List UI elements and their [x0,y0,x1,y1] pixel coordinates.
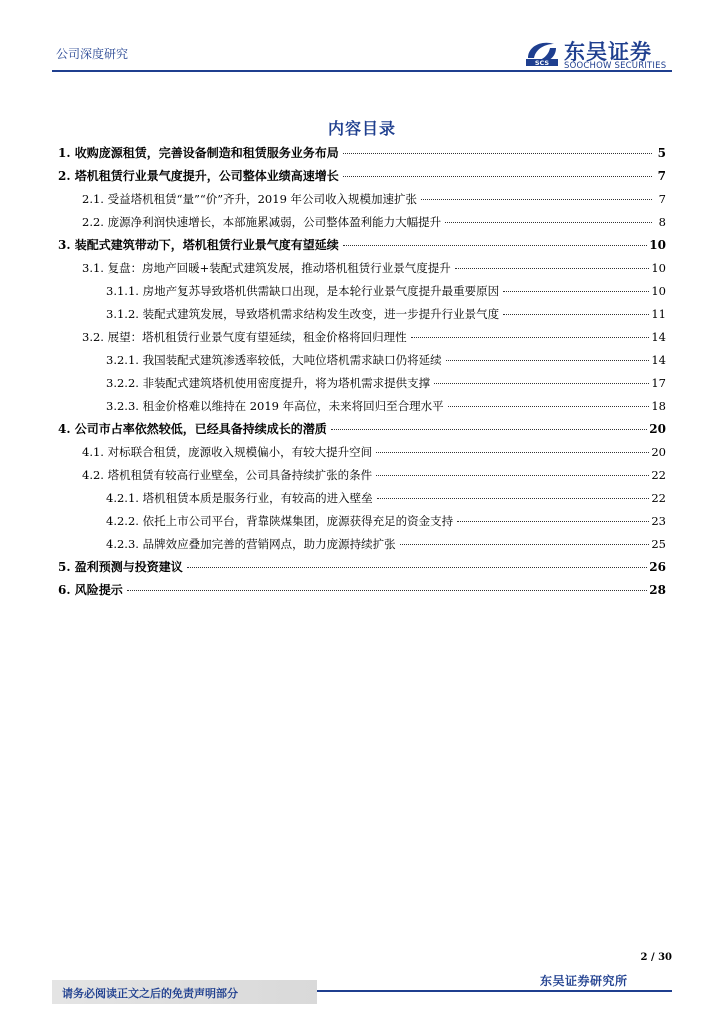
toc-entry[interactable] [58,303,666,326]
toc-entry-text: 1. 收购庞源租赁，完善设备制造和租赁服务业务布局 [58,142,341,165]
toc-entry[interactable] [58,234,666,257]
toc-entry-page: 28 [649,583,666,597]
toc-entry-text: 4.2.2. 依托上市公司平台，背靠陕煤集团，庞源获得充足的资金支持 [106,510,455,533]
toc-leader-dots [445,212,652,223]
logo-chinese-name: 东吴证券 [564,40,652,64]
toc-entry-page: 18 [651,399,666,413]
toc-entry-page: 8 [658,215,666,229]
toc-entry-page: 5 [657,146,666,160]
toc-entry[interactable] [58,280,666,303]
toc-leader-dots [376,442,649,453]
toc-entry-text: 2.1. 受益塔机租赁“量”“价”齐升，2019 年公司收入规模加速扩张 [82,188,419,211]
toc-entry[interactable] [58,418,666,441]
toc-entry-page: 14 [651,330,666,344]
toc-leader-dots [457,511,649,522]
toc-entry[interactable] [58,556,666,579]
toc-entry-text: 2.2. 庞源净利润快速增长，本部施累减弱，公司整体盈利能力大幅提升 [82,211,443,234]
toc-entry-page: 10 [651,284,666,298]
toc-leader-dots [503,281,649,292]
toc-entry-text: 3.2. 展望：塔机租赁行业景气度有望延续，租金价格将回归理性 [82,326,409,349]
toc-title: 内容目录 [327,119,396,138]
toc-entry[interactable] [58,211,666,234]
toc-entry[interactable] [58,487,666,510]
toc-entry-page: 7 [657,169,666,183]
toc-leader-dots [411,327,650,338]
toc-entry-text: 3.2.3. 租金价格难以维持在 2019 年高位，未来将回归至合理水平 [106,395,446,418]
toc-leader-dots [400,534,650,545]
footer-firm-name: 东吴证券研究所 [540,974,628,988]
toc-leader-dots [503,304,649,315]
toc-entry-text: 4. 公司市占率依然较低，已经具备持续成长的潜质 [58,418,329,441]
toc-entry-text: 3. 装配式建筑带动下，塔机租赁行业景气度有望延续 [58,234,341,257]
toc-leader-dots [455,258,650,269]
toc-entry[interactable] [58,441,666,464]
toc-leader-dots [343,143,652,154]
toc-entry-text: 4.1. 对标联合租赁，庞源收入规模偏小，有较大提升空间 [82,441,374,464]
footer-divider [317,990,672,992]
toc-entry[interactable] [58,165,666,188]
toc-entry[interactable] [58,510,666,533]
toc-entry-page: 14 [651,353,666,367]
toc-entry-text: 3.1.1. 房地产复苏导致塔机供需缺口出现，是本轮行业景气度提升最重要原因 [106,280,501,303]
toc-entry-text: 4.2.1. 塔机租赁本质是服务行业，有较高的进入壁垒 [106,487,375,510]
toc-entry-page: 20 [649,422,666,436]
toc-entry[interactable] [58,395,666,418]
toc-leader-dots [127,580,648,591]
toc-entry-page: 11 [651,307,666,321]
company-logo [524,36,674,70]
logo-english-name: SOOCHOW SECURITIES [564,61,667,71]
toc-entry-text: 3.1.2. 装配式建筑发展，导致塔机需求结构发生改变，进一步提升行业景气度 [106,303,501,326]
toc-entry[interactable] [58,372,666,395]
toc-entry-text: 5. 盈利预测与投资建议 [58,556,185,579]
toc-entry[interactable] [58,257,666,280]
toc-entry[interactable] [58,326,666,349]
soochow-logo-icon [524,38,560,68]
toc-entry-page: 22 [651,491,666,505]
toc-leader-dots [187,557,648,568]
toc-entry-page: 10 [651,261,666,275]
toc-entry[interactable] [58,464,666,487]
toc-entry-page: 22 [651,468,666,482]
toc-entry-text: 2. 塔机租赁行业景气度提升，公司整体业绩高速增长 [58,165,341,188]
toc-leader-dots [446,350,650,361]
toc-entry-page: 7 [658,192,666,206]
toc-entry-page: 10 [649,238,666,252]
toc-entry-page: 25 [651,537,666,551]
toc-entry-text: 6. 风险提示 [58,579,125,602]
logo-mark-text: SCS [534,59,550,67]
toc-entry-page: 20 [651,445,666,459]
toc-leader-dots [448,396,650,407]
header-divider [52,70,672,72]
footer-disclaimer: 请务必阅读正文之后的免责声明部分 [62,987,238,1000]
toc-leader-dots [343,166,652,177]
toc-entry-text: 4.2. 塔机租赁有较高行业壁垒，公司具备持续扩张的条件 [82,464,374,487]
toc-entry[interactable] [58,533,666,556]
toc-entry[interactable] [58,142,666,165]
toc-entry-page: 23 [651,514,666,528]
toc-entry-text: 4.2.3. 品牌效应叠加完善的营销网点，助力庞源持续扩张 [106,533,398,556]
toc-leader-dots [376,465,649,476]
toc-leader-dots [377,488,650,499]
toc-entry[interactable] [58,579,666,602]
table-of-contents [58,142,666,602]
toc-entry[interactable] [58,188,666,211]
toc-leader-dots [331,419,648,430]
toc-entry[interactable] [58,349,666,372]
toc-entry-text: 3.2.1. 我国装配式建筑渗透率较低，大吨位塔机需求缺口仍将延续 [106,349,444,372]
toc-entry-text: 3.1. 复盘：房地产回暖+装配式建筑发展，推动塔机租赁行业景气度提升 [82,257,453,280]
toc-entry-text: 3.2.2. 非装配式建筑塔机使用密度提升，将为塔机需求提供支撑 [106,372,432,395]
toc-leader-dots [343,235,648,246]
toc-entry-page: 17 [651,376,666,390]
report-type-label: 公司深度研究 [56,47,129,61]
toc-leader-dots [434,373,649,384]
page-number: 2 / 30 [640,952,672,963]
toc-entry-page: 26 [649,560,666,574]
toc-leader-dots [421,189,652,200]
